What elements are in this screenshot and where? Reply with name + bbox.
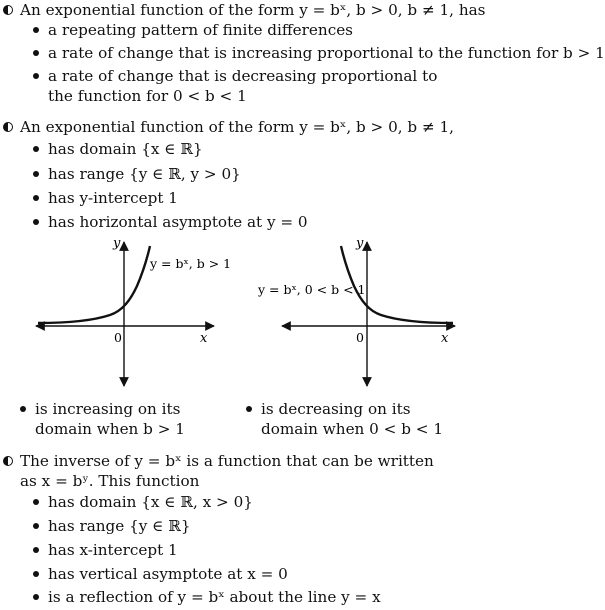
bullet-icon: [33, 27, 39, 33]
left-graph: [36, 236, 231, 386]
left-y-axis-label: y: [113, 236, 121, 251]
right-y-axis-label: y: [356, 236, 364, 251]
section1-bullet-1: a repeating pattern of finite differences: [48, 21, 353, 39]
right-graph-caption: is decreasing on its domain when 0 < b < 1: [261, 400, 443, 438]
bullet-icon: [33, 594, 39, 600]
bullet-icon: [33, 547, 39, 553]
bullet-icon: [33, 571, 39, 577]
section3-bullet-4: has vertical asymptote at x = 0: [48, 565, 288, 583]
section3-bullet-1: has domain {x ∈ ℝ, x > 0}: [48, 493, 253, 511]
section1-heading: An exponential function of the form y = bˣ, b > 0, b ≠ 1, has: [20, 1, 486, 19]
bullet-icon: [33, 73, 39, 79]
section2-bullet-1: has domain {x ∈ ℝ}: [48, 140, 203, 158]
bullet-icon: [20, 406, 26, 412]
bullet-icon: [33, 523, 39, 529]
bullet-icon: [33, 146, 39, 152]
bullet-icon: [246, 406, 252, 412]
right-curve-label: y = bˣ, 0 < b < 1: [258, 282, 366, 297]
left-curve-label: y = bˣ, b > 1: [150, 256, 232, 271]
section3-bullet-3: has x-intercept 1: [48, 541, 178, 559]
section-marker-icon: [3, 122, 13, 132]
left-curve: [38, 246, 150, 323]
section3-bullet-5: is a reflection of y = bˣ about the line y = x: [48, 588, 381, 606]
section3-heading: The inverse of y = bˣ is a function that can be written as x = bʸ. This function: [20, 452, 434, 490]
right-origin-label: 0: [356, 330, 364, 345]
section-marker-icon: [3, 5, 13, 15]
right-graph: [257, 236, 455, 386]
section1-bullet-3: a rate of change that is decreasing proportional to the function for 0 < b < 1: [48, 67, 438, 105]
bullet-icon: [33, 219, 39, 225]
exponential-graphs: [0, 236, 474, 396]
section-marker-icon: [3, 456, 13, 466]
bullet-icon: [33, 171, 39, 177]
left-origin-label: 0: [114, 330, 122, 345]
section2-heading: An exponential function of the form y = bˣ, b > 0, b ≠ 1,: [20, 118, 454, 136]
bullet-icon: [33, 50, 39, 56]
bullet-icon: [33, 499, 39, 505]
section1-bullet-2: a rate of change that is increasing proportional to the function for b > 1: [48, 44, 605, 62]
left-x-axis-label: x: [200, 331, 208, 346]
section2-bullet-4: has horizontal asymptote at y = 0: [48, 213, 308, 231]
section2-bullet-3: has y-intercept 1: [48, 189, 178, 207]
section3-bullet-2: has range {y ∈ ℝ}: [48, 517, 191, 535]
left-graph-caption: is increasing on its domain when b > 1: [35, 400, 185, 438]
bullet-icon: [33, 195, 39, 201]
right-x-axis-label: x: [441, 331, 449, 346]
section2-bullet-2: has range {y ∈ ℝ, y > 0}: [48, 165, 241, 183]
